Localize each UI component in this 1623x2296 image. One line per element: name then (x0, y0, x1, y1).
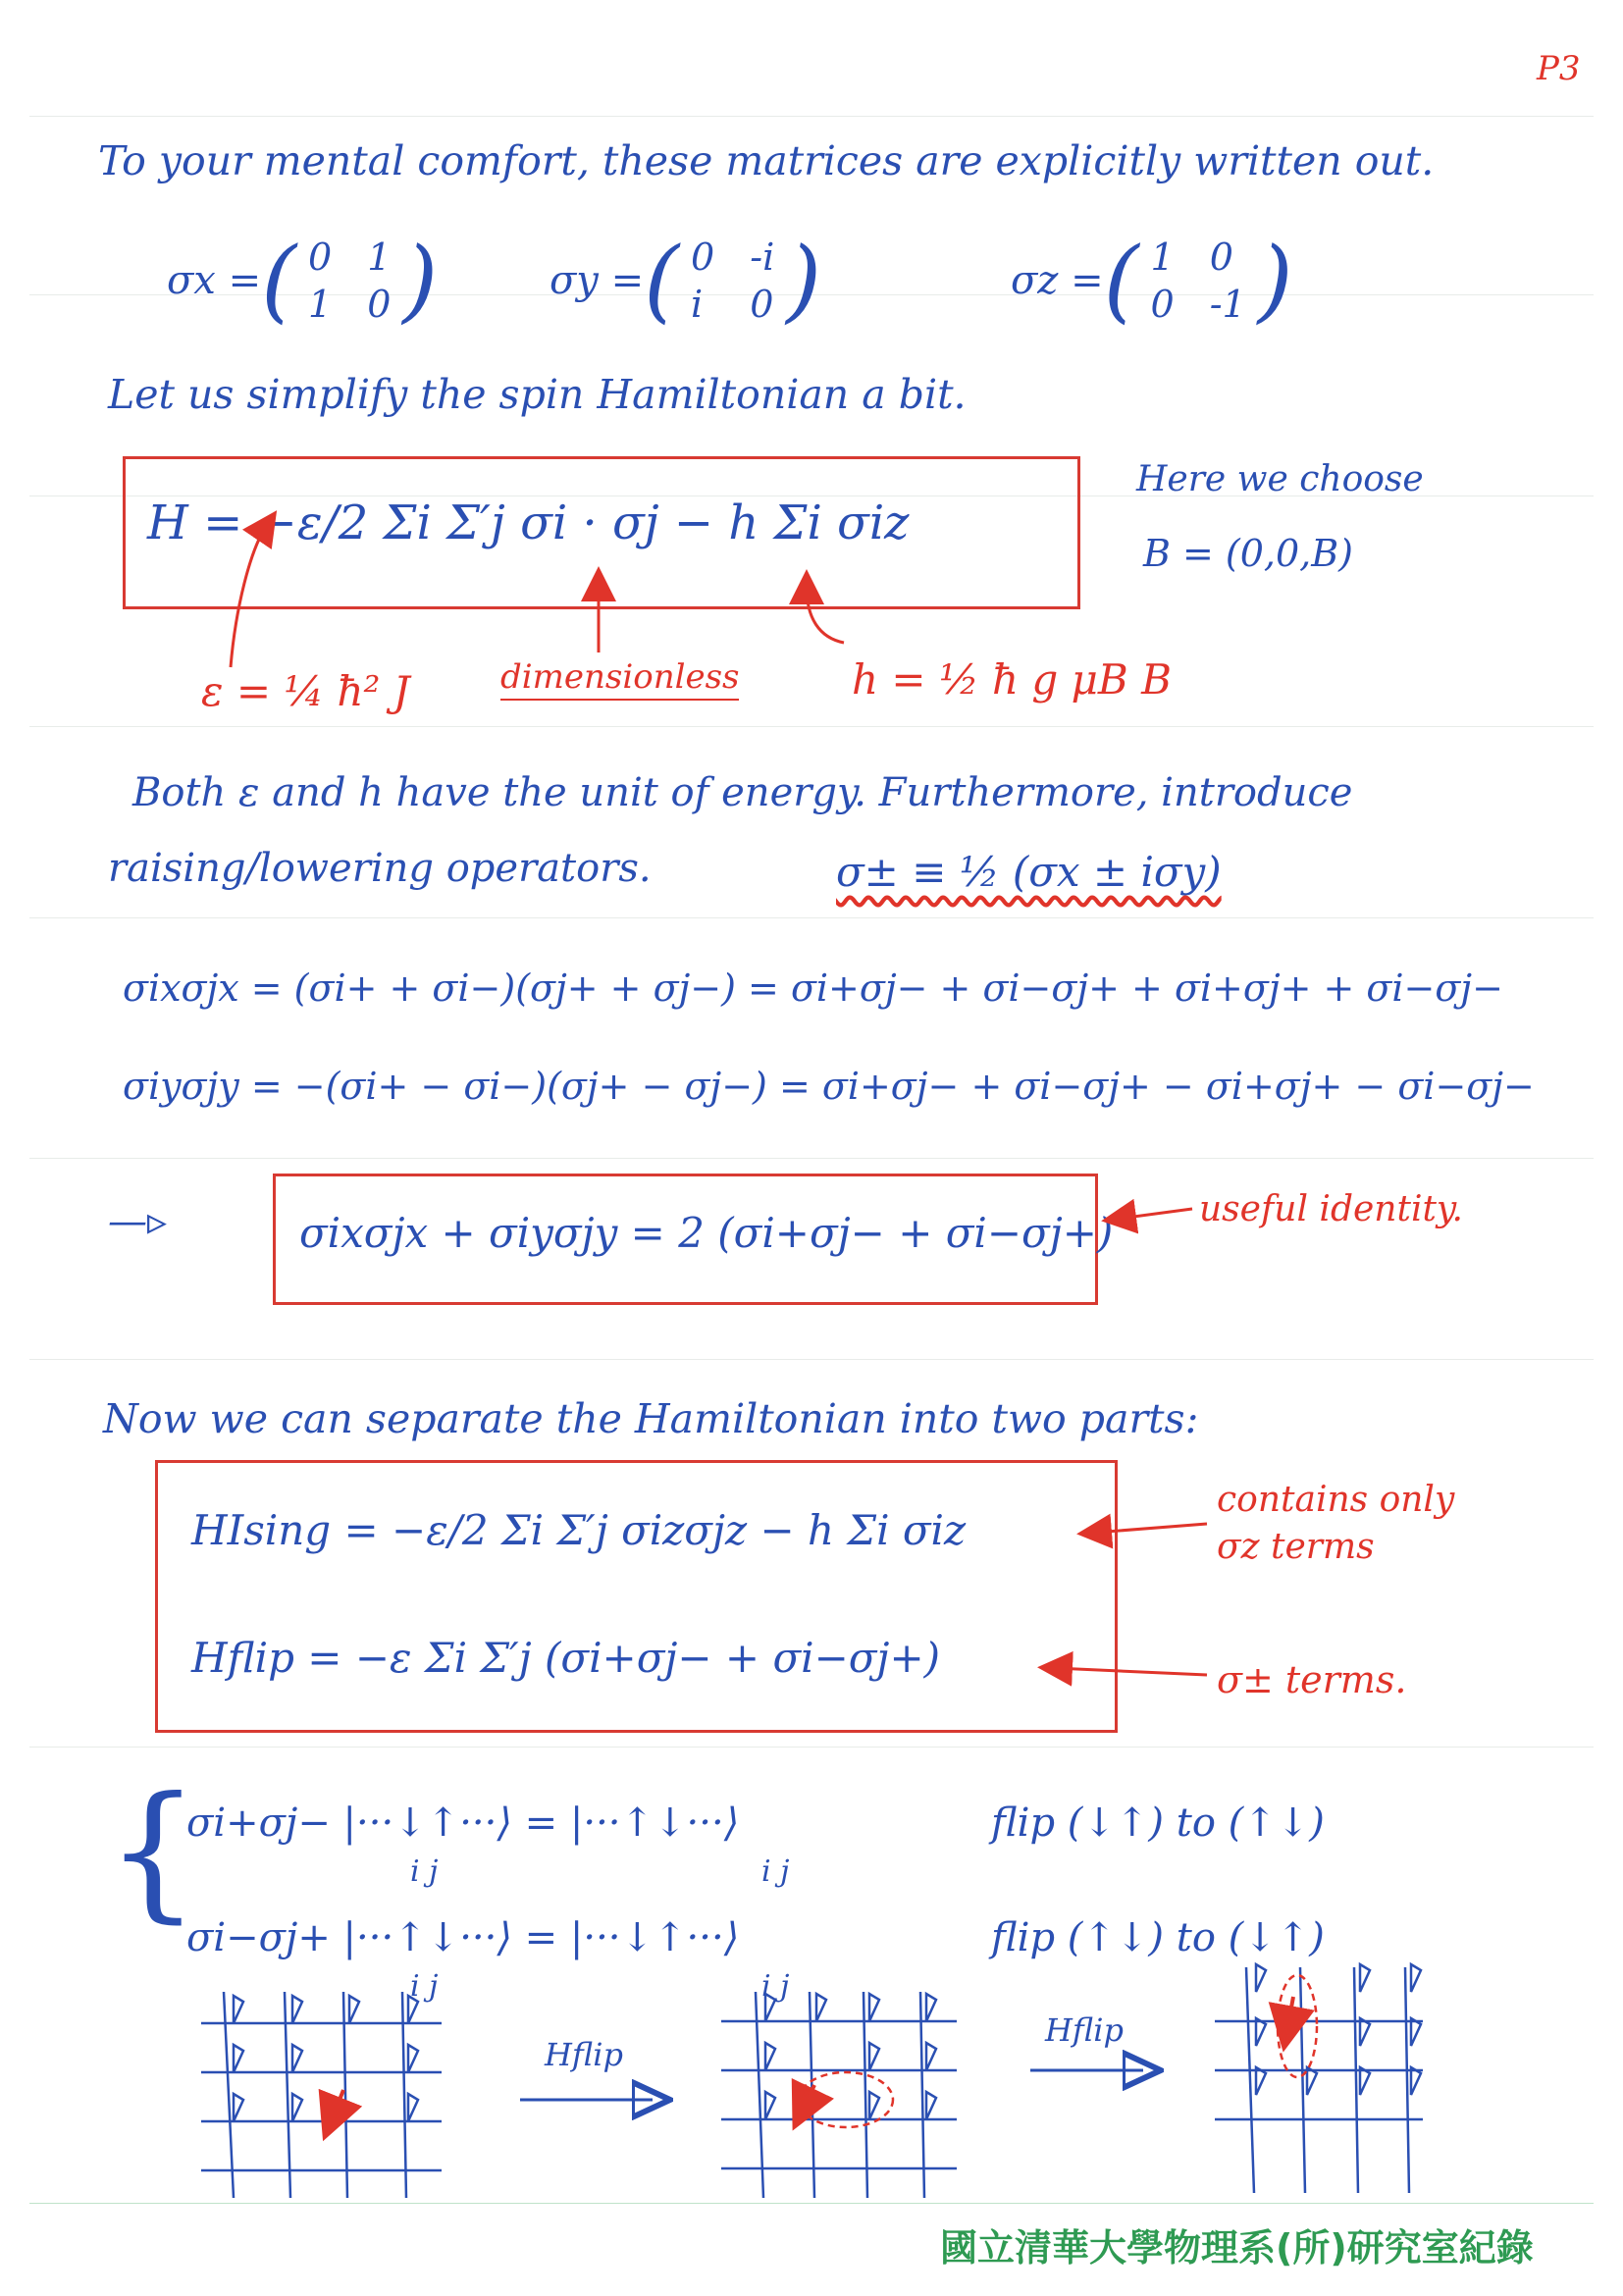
dimensionless-note: dimensionless (500, 657, 739, 701)
flip-note: σ± terms. (1217, 1658, 1407, 1701)
spin-lattice-3 (1215, 1964, 1423, 2193)
here-note-line2: B = (0,0,B) (1143, 532, 1354, 575)
ruled-line (29, 116, 1594, 117)
right-paren: ) (402, 228, 439, 333)
hflip-label-2: Hflip (1045, 2011, 1124, 2049)
flipped-spin-1 (332, 2090, 343, 2119)
hamiltonian-equation: H = −ε/2 Σi Σ′j σi · σj − h Σi σiz (147, 496, 910, 550)
ruled-line (29, 726, 1594, 727)
left-brace-icon: { (106, 1766, 200, 1937)
sigma-x-matrix (167, 228, 439, 333)
flipped-spin-2 (803, 2085, 814, 2110)
site-index-label: i j (410, 1969, 439, 2004)
flip-pair-circle-1 (799, 2072, 893, 2127)
ruled-line (29, 917, 1594, 918)
flip-rule-1-description: flip (↓↑) to (↑↓) (991, 1800, 1325, 1846)
spin-lattice-2 (721, 1992, 957, 2198)
institution-footer: 國立清華大學物理系(所)研究室紀錄 (940, 2226, 1534, 2270)
matrix-entry: -i (750, 235, 775, 279)
matrix-entry: 0 (1150, 283, 1175, 326)
separate-line: Now we can separate the Hamiltonian into two parts: (103, 1395, 1199, 1442)
ruled-line (29, 1158, 1594, 1159)
matrix-label: σz = (1011, 258, 1104, 303)
right-paren: ) (786, 228, 822, 333)
h-ising-equation: HIsing = −ε/2 Σi Σ′j σizσjz − h Σi σiz (191, 1506, 967, 1554)
sigma-z-matrix (1011, 228, 1293, 333)
ruled-line (29, 1359, 1594, 1360)
site-index-label: i j (761, 1854, 790, 1889)
useful-identity-arrow (1119, 1209, 1192, 1219)
matrix-entries (691, 235, 774, 326)
flipped-spin-3 (1287, 1997, 1293, 2029)
raising-line: raising/lowering operators. (108, 846, 652, 891)
matrix-entries (1151, 235, 1246, 326)
matrix-entry: i (691, 283, 704, 326)
ising-note-line2: σz terms (1217, 1527, 1375, 1567)
flip-rule-2: σi−σj+ |···↑↓···⟩ = |···↓↑···⟩ (186, 1915, 740, 1960)
left-paren: ( (261, 228, 296, 333)
matrix-entry: 0 (750, 283, 774, 326)
matrix-entry: 0 (691, 235, 715, 279)
simplify-line: Let us simplify the spin Hamiltonian a bit. (108, 371, 967, 418)
matrix-entry: 1 (308, 283, 333, 326)
matrix-entry: 1 (367, 235, 392, 279)
flip-rule-1: σi+σj− |···↓↑···⟩ = |···↑↓···⟩ (186, 1800, 740, 1846)
matrix-entry: -1 (1209, 283, 1246, 326)
site-index-label: i j (410, 1854, 439, 1889)
ruled-line (29, 1747, 1594, 1748)
h-definition: h = ½ ħ g μB B (852, 655, 1173, 704)
identity-equation: σixσjx + σiyσjy = 2 (σi+σj− + σi−σj+) (299, 1209, 1114, 1257)
both-line: Both ε and h have the unit of energy. Furthermore, introduce (132, 770, 1353, 815)
spin-lattice-1 (201, 1992, 442, 2198)
ising-note-line1: contains only (1217, 1480, 1455, 1520)
eq-xx-expansion: σixσjx = (σi+ + σi−)(σj+ + σj−) = σi+σj− + σi−σj+ + σi+σj+ + σi−σj− (123, 966, 1503, 1010)
matrix-entry: 0 (308, 235, 333, 279)
matrix-entry: 0 (1209, 235, 1233, 279)
matrix-entries (308, 235, 391, 326)
hflip-label-1: Hflip (545, 2036, 623, 2073)
matrix-label: σx = (167, 258, 262, 303)
eq-yy-expansion: σiyσjy = −(σi+ − σi−)(σj+ − σj−) = σi+σj− + σi−σj+ − σi+σj+ − σi−σj− (123, 1065, 1535, 1108)
bottom-margin-line (29, 2203, 1594, 2204)
left-paren: ( (644, 228, 680, 333)
raising-definition: σ± ≡ ½ (σx ± iσy) (836, 848, 1222, 896)
intro-line: To your mental comfort, these matrices are explicitly written out. (98, 137, 1435, 184)
sigma-y-matrix (550, 228, 822, 333)
right-paren: ) (1257, 228, 1293, 333)
useful-identity-note: useful identity. (1199, 1189, 1463, 1229)
flip-rule-2-description: flip (↑↓) to (↓↑) (991, 1915, 1325, 1960)
here-note-line1: Here we choose (1136, 459, 1424, 499)
implies-arrow-icon: —▹ (108, 1199, 168, 1244)
hamiltonian-parts-box (155, 1460, 1118, 1733)
page-number: P3 (1537, 49, 1581, 88)
h-flip-equation: Hflip = −ε Σi Σ′j (σi+σj− + σi−σj+) (191, 1634, 941, 1682)
site-index-label: i j (761, 1969, 790, 2004)
matrix-label: σy = (550, 258, 645, 303)
left-paren: ( (1103, 228, 1139, 333)
matrix-entry: 0 (367, 283, 392, 326)
epsilon-definition: ε = ¼ ħ² J (201, 667, 410, 715)
matrix-entry: 1 (1150, 235, 1175, 279)
flip-pair-circle-2 (1278, 1975, 1317, 2077)
